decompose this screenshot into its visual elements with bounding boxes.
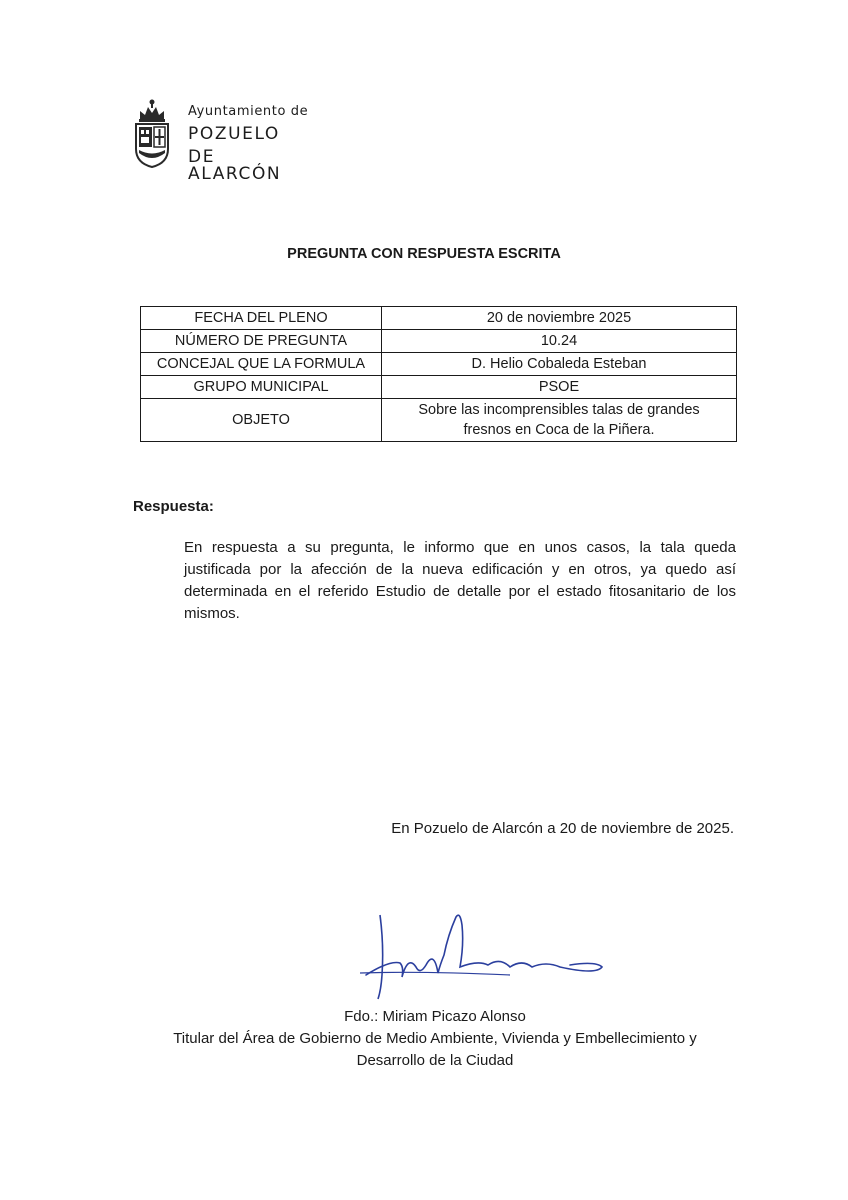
- signatory-name: Fdo.: Miriam Picazo Alonso: [344, 1008, 526, 1025]
- table-value: 10.24: [382, 330, 737, 353]
- table-value: [382, 399, 737, 442]
- signatory-role-line2: Desarrollo de la Ciudad: [356, 1052, 514, 1069]
- table-value: 20 de noviembre 2025: [382, 307, 737, 330]
- place-and-date: En Pozuelo de Alarcón a 20 de noviembre de 2025.: [391, 820, 734, 837]
- coat-of-arms-icon: [132, 97, 172, 169]
- table-row: [141, 376, 737, 399]
- response-text: En respuesta a su pregunta, le informo que en unos casos, la tala queda justificada por la afección de la nueva edificación y en otros, ya quedo así determinada en el referido Estudio de detalle por el estado fitosanitario de los mismos.: [184, 539, 736, 622]
- council-name-line1: Ayuntamiento de: [188, 104, 309, 119]
- table-label: NÚMERO DE PREGUNTA: [141, 330, 382, 353]
- table-row: [141, 353, 737, 376]
- objeto-line1: Sobre las incomprensibles talas de grandes: [418, 402, 700, 418]
- signatory-role-line1: Titular del Área de Gobierno de Medio Ambiente, Vivienda y Embellecimiento y: [173, 1030, 697, 1047]
- table-row: [141, 330, 737, 353]
- question-info-table: [140, 306, 737, 442]
- table-value: D. Helio Cobaleda Esteban: [382, 353, 737, 376]
- council-logo: [132, 97, 312, 184]
- signatory-block: [120, 1006, 750, 1072]
- objeto-line2: fresnos en Coca de la Piñera.: [463, 422, 655, 438]
- council-name-line3: DE ALARCÓN: [188, 147, 282, 184]
- table-label: OBJETO: [141, 399, 382, 442]
- document-title: PREGUNTA CON RESPUESTA ESCRITA: [287, 246, 561, 262]
- council-name: [188, 105, 312, 183]
- table-row: [141, 399, 737, 442]
- table-label: CONCEJAL QUE LA FORMULA: [141, 353, 382, 376]
- response-label: Respuesta:: [133, 498, 214, 515]
- table-label: GRUPO MUNICIPAL: [141, 376, 382, 399]
- handwritten-signature: [360, 905, 610, 1000]
- table-label: FECHA DEL PLENO: [141, 307, 382, 330]
- table-value: PSOE: [382, 376, 737, 399]
- council-name-line2: POZUELO: [188, 124, 280, 144]
- table-row: [141, 307, 737, 330]
